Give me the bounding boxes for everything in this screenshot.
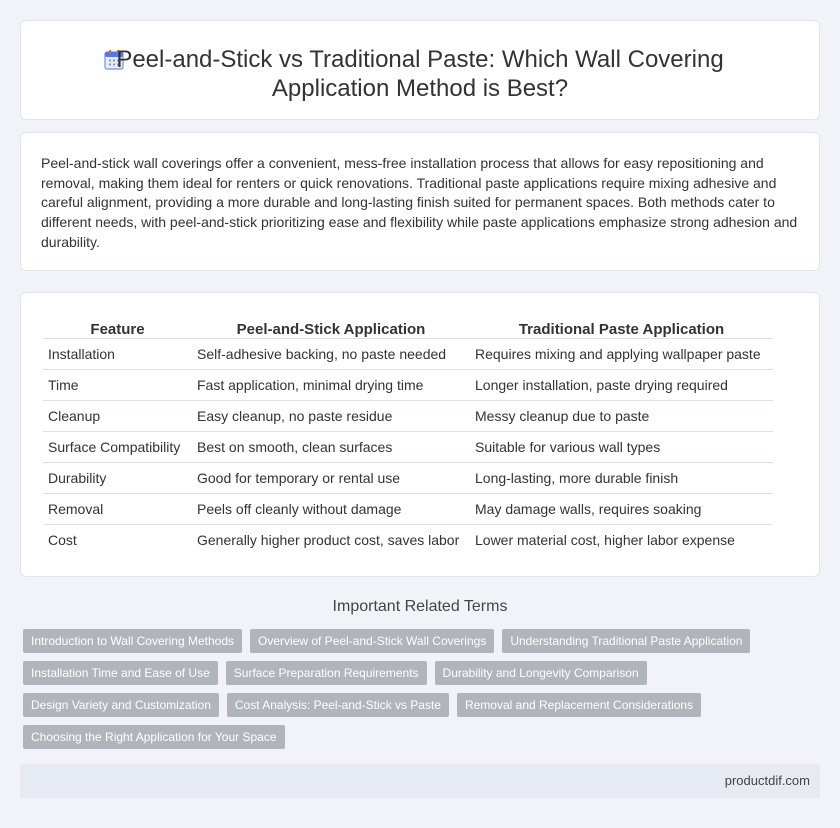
table-cell-paste: Suitable for various wall types [470,431,773,462]
table-cell-peel: Good for temporary or rental use [192,462,470,493]
table-cell-feature: Cost [43,524,192,555]
table-cell-paste: Lower material cost, higher labor expense [470,524,773,555]
table-row [43,524,773,555]
table-cell-peel: Fast application, minimal drying time [192,369,470,400]
table-cell-paste: May damage walls, requires soaking [470,493,773,524]
footer-site-link[interactable]: productdif.com [724,773,810,788]
table-cell-paste: Requires mixing and applying wallpaper paste [470,338,773,369]
table-cell-paste: Longer installation, paste drying required [470,369,773,400]
related-term-tag[interactable]: Durability and Longevity Comparison [435,661,647,685]
page-title-line1: Peel-and-Stick vs Traditional Paste: Which Wall Covering [116,46,724,73]
related-term-tag[interactable]: Cost Analysis: Peel-and-Stick vs Paste [227,693,449,717]
table-cell-feature: Durability [43,462,192,493]
intro-paragraph: Peel-and-stick wall coverings offer a convenient, mess-free installation process that allows for easy repositioning and removal, making them ideal for renters or quick renovations. Traditional paste applications require mixing adhesive and careful alignment, providing a more durable and long-lasting finish suited for permanent spaces. Both methods cater to different needs, with peel-and-stick prioritizing ease and flexibility while paste applications emphasize strong adhesion and durability. [41,155,798,250]
table-row [43,462,773,493]
related-term-tag[interactable]: Understanding Traditional Paste Application [502,629,750,653]
related-term-tag[interactable]: Removal and Replacement Considerations [457,693,701,717]
table-row [43,369,773,400]
related-term-tag[interactable]: Introduction to Wall Covering Methods [23,629,242,653]
table-row [43,400,773,431]
page-title-line2: Application Method is Best? [271,75,569,102]
related-term-tag[interactable]: Surface Preparation Requirements [226,661,427,685]
related-term-tag[interactable]: Choosing the Right Application for Your Space [23,725,285,749]
comparison-card [20,292,820,577]
table-cell-feature: Removal [43,493,192,524]
table-cell-peel: Generally higher product cost, saves labor [192,524,470,555]
column-header-peel-and-stick: Peel-and-Stick Application [236,320,426,338]
related-term-tag[interactable]: Overview of Peel-and-Stick Wall Coverings [250,629,494,653]
table-header-row [43,316,773,338]
table-cell-peel: Peels off cleanly without damage [192,493,470,524]
related-term-tag[interactable]: Installation Time and Ease of Use [23,661,218,685]
footer-bar [20,764,820,798]
table-cell-peel: Easy cleanup, no paste residue [192,400,470,431]
related-terms-list [23,629,783,749]
table-row [43,493,773,524]
column-header-traditional-paste: Traditional Paste Application [518,320,725,338]
table-cell-feature: Surface Compatibility [43,431,192,462]
table-cell-paste: Long-lasting, more durable finish [470,462,773,493]
table-cell-feature: Installation [43,338,192,369]
comparison-table [43,316,773,555]
title-card [20,20,820,120]
table-cell-feature: Time [43,369,192,400]
intro-card [20,132,820,271]
table-row [43,338,773,369]
related-term-tag[interactable]: Design Variety and Customization [23,693,219,717]
table-row [43,431,773,462]
table-cell-paste: Messy cleanup due to paste [470,400,773,431]
table-cell-peel: Self-adhesive backing, no paste needed [192,338,470,369]
table-cell-peel: Best on smooth, clean surfaces [192,431,470,462]
column-header-feature: Feature [90,320,145,338]
table-cell-feature: Cleanup [43,400,192,431]
related-terms-title: Important Related Terms [332,598,508,615]
page-title [21,45,819,103]
